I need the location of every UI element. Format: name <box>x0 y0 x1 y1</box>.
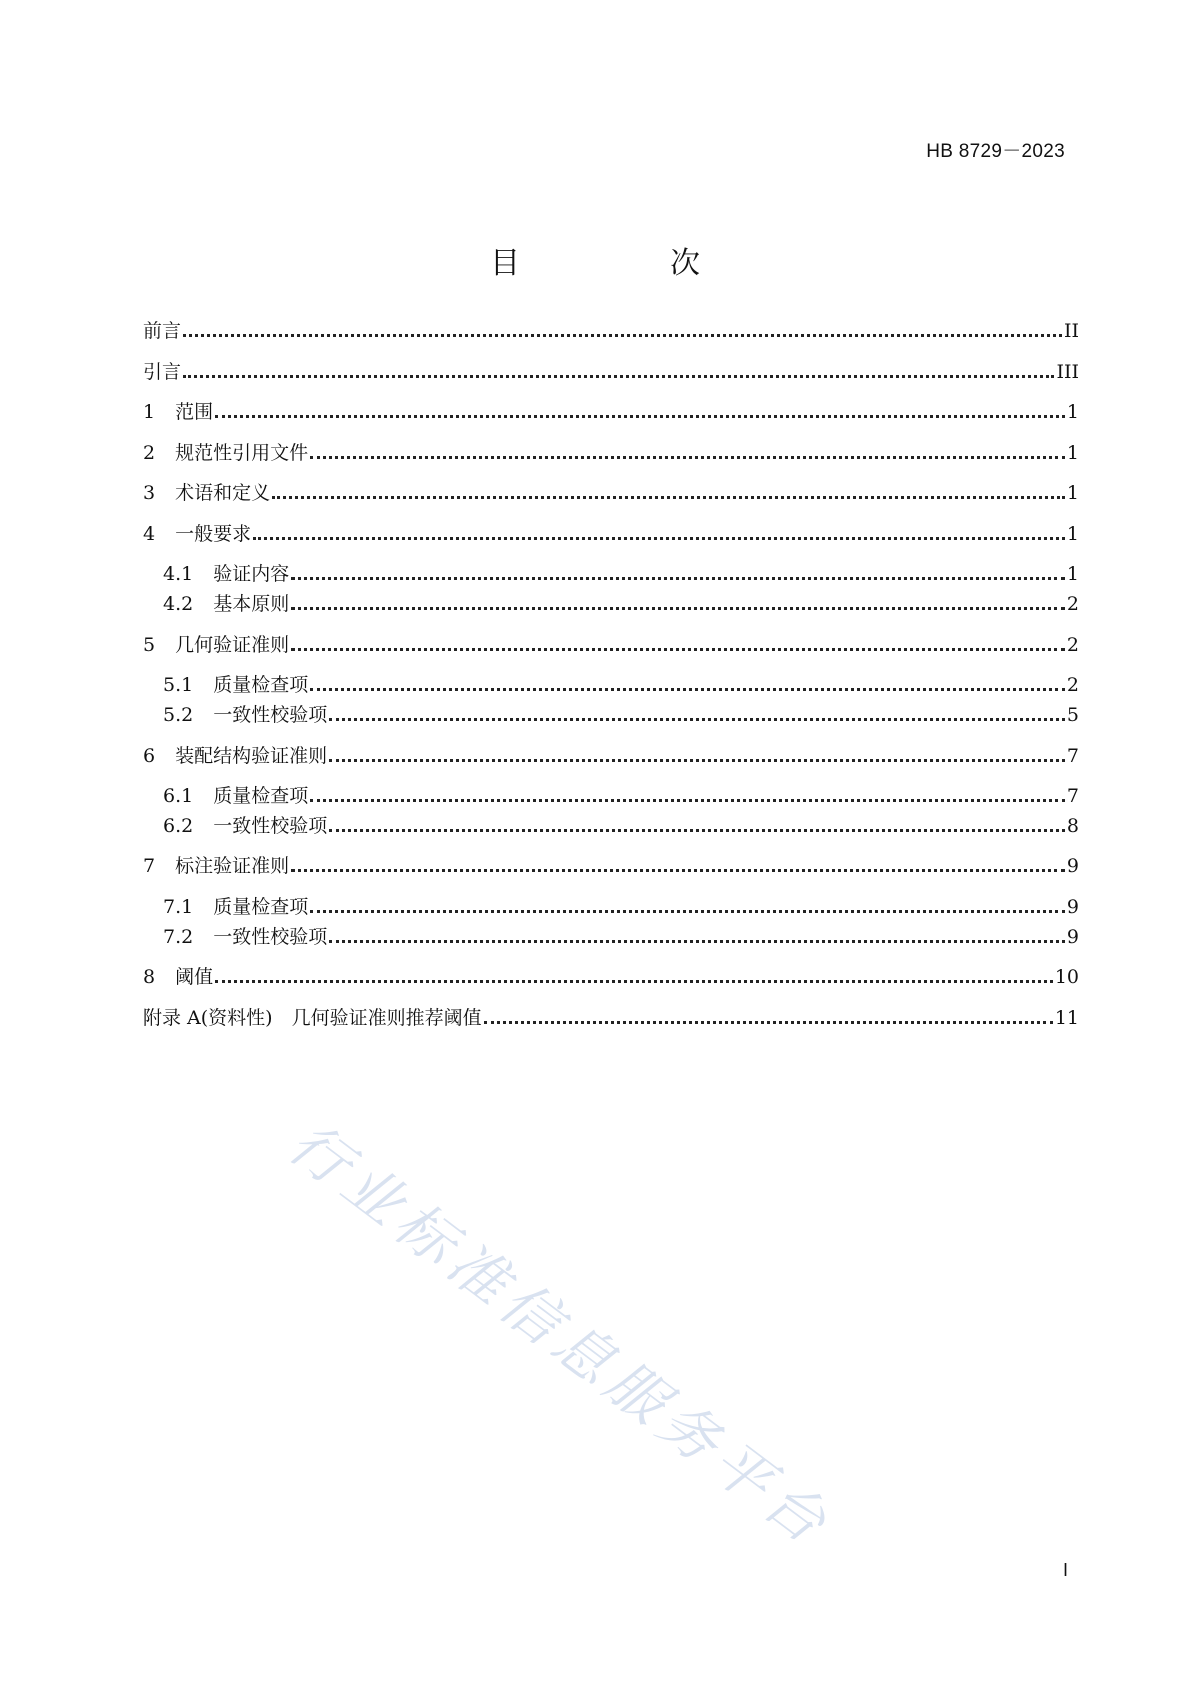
toc-entry-page: II <box>1063 320 1079 342</box>
toc-entry-page: III <box>1056 361 1079 383</box>
toc-entry-page: 1 <box>1066 482 1079 504</box>
toc-entry[interactable] <box>143 399 1079 425</box>
toc-entry-number: 6.2 <box>163 815 194 837</box>
toc-entry-page: 1 <box>1066 563 1079 585</box>
dot-leader <box>310 799 1065 802</box>
toc-entry-number: 5.2 <box>163 704 194 726</box>
watermark: 行业标准信息服务平台 <box>276 1108 845 1561</box>
toc-entry-label: 质量检查项 <box>213 896 309 918</box>
toc-entry-page: 1 <box>1066 401 1079 423</box>
toc-entry-label: 几何验证准则 <box>175 634 290 656</box>
dot-leader <box>215 415 1065 418</box>
toc-entry-page: 1 <box>1066 523 1079 545</box>
toc-entry-number: 6.1 <box>163 785 194 807</box>
toc-entry-page: 1 <box>1066 442 1079 464</box>
dot-leader <box>291 577 1065 580</box>
toc-entry-number: 4.2 <box>163 593 194 615</box>
toc-entry-number: 1 <box>143 401 156 423</box>
toc-entry-label: 装配结构验证准则 <box>175 745 328 767</box>
toc-entry-label: 阈值 <box>175 966 214 988</box>
toc-entry-number: 7.1 <box>163 896 194 918</box>
toc-entry[interactable] <box>163 783 1079 809</box>
dot-leader <box>310 456 1065 459</box>
toc-entry-page: 9 <box>1066 855 1079 877</box>
toc-entry[interactable] <box>143 632 1079 658</box>
toc-entry-page: 10 <box>1054 966 1079 988</box>
toc-entry-page: 9 <box>1066 896 1079 918</box>
toc-entry[interactable] <box>143 480 1079 506</box>
toc-entry-label: 验证内容 <box>213 563 290 585</box>
toc-entry-page: 9 <box>1066 926 1079 948</box>
toc-entry[interactable] <box>143 743 1079 769</box>
document-code: HB 8729－2023 <box>926 141 1065 162</box>
toc-entry[interactable] <box>143 853 1079 879</box>
toc-entry[interactable] <box>163 813 1079 839</box>
dot-leader <box>329 718 1065 721</box>
toc-entry-label: 术语和定义 <box>175 482 271 504</box>
toc-entry[interactable] <box>163 561 1079 587</box>
toc-entry[interactable] <box>163 672 1079 698</box>
dot-leader <box>329 829 1065 832</box>
toc-entry[interactable] <box>163 924 1079 950</box>
dot-leader <box>329 940 1065 943</box>
toc-entry-label: 一致性校验项 <box>213 815 328 837</box>
toc-entry[interactable] <box>143 318 1079 344</box>
toc-entry[interactable] <box>143 440 1079 466</box>
toc-entry-page: 7 <box>1066 785 1079 807</box>
dot-leader <box>183 334 1062 337</box>
toc-entry-number: 2 <box>143 442 156 464</box>
toc-entry-label: 标注验证准则 <box>175 855 290 877</box>
toc-entry-page: 2 <box>1066 634 1079 656</box>
toc-entry-number: 5.1 <box>163 674 194 696</box>
toc-entry[interactable] <box>163 702 1079 728</box>
toc-entry-number: 7 <box>143 855 156 877</box>
toc-entry-number: 5 <box>143 634 156 656</box>
toc-entry-label: 引言 <box>143 361 182 383</box>
dot-leader <box>310 688 1065 691</box>
dot-leader <box>291 607 1065 610</box>
dot-leader <box>183 375 1054 378</box>
toc-entry-label: 质量检查项 <box>213 674 309 696</box>
toc-entry-number: 8 <box>143 966 156 988</box>
toc-entry[interactable] <box>143 359 1079 385</box>
dot-leader <box>329 759 1065 762</box>
toc-entry-label: 范围 <box>175 401 214 423</box>
dot-leader <box>253 537 1065 540</box>
toc-entry-label: 规范性引用文件 <box>175 442 309 464</box>
toc-entry-number: 6 <box>143 745 156 767</box>
toc-entry-page: 11 <box>1054 1007 1079 1029</box>
dot-leader <box>215 980 1053 983</box>
toc-entry-page: 2 <box>1066 593 1079 615</box>
toc-entry-page: 8 <box>1066 815 1079 837</box>
toc-entry-label: 质量检查项 <box>213 785 309 807</box>
toc-entry-label: 前言 <box>143 320 182 342</box>
dot-leader <box>291 869 1065 872</box>
toc-entry-label: 一般要求 <box>175 523 252 545</box>
toc-entry[interactable] <box>143 964 1079 990</box>
toc-entry-number: 4.1 <box>163 563 194 585</box>
toc-entry-number: 7.2 <box>163 926 194 948</box>
toc-entry-label: 一致性校验项 <box>213 704 328 726</box>
toc-entry[interactable] <box>163 894 1079 920</box>
toc-entry-label: 基本原则 <box>213 593 290 615</box>
toc-entry[interactable] <box>143 1005 1079 1031</box>
toc-entry-label: 一致性校验项 <box>213 926 328 948</box>
dot-leader <box>291 648 1065 651</box>
toc-entry-page: 5 <box>1066 704 1079 726</box>
toc-entry-page: 2 <box>1066 674 1079 696</box>
page-title: 目 次 <box>490 246 760 281</box>
toc-entry-number: 4 <box>143 523 156 545</box>
dot-leader <box>484 1021 1053 1024</box>
toc-entry-number: 3 <box>143 482 156 504</box>
toc-entry[interactable] <box>143 521 1079 547</box>
dot-leader <box>272 496 1065 499</box>
toc-entry-page: 7 <box>1066 745 1079 767</box>
page-number: I <box>1062 1560 1068 1580</box>
toc-entry-label: 附录 A(资料性) 几何验证准则推荐阈值 <box>143 1007 482 1029</box>
dot-leader <box>310 910 1065 913</box>
toc-entry[interactable] <box>163 591 1079 617</box>
